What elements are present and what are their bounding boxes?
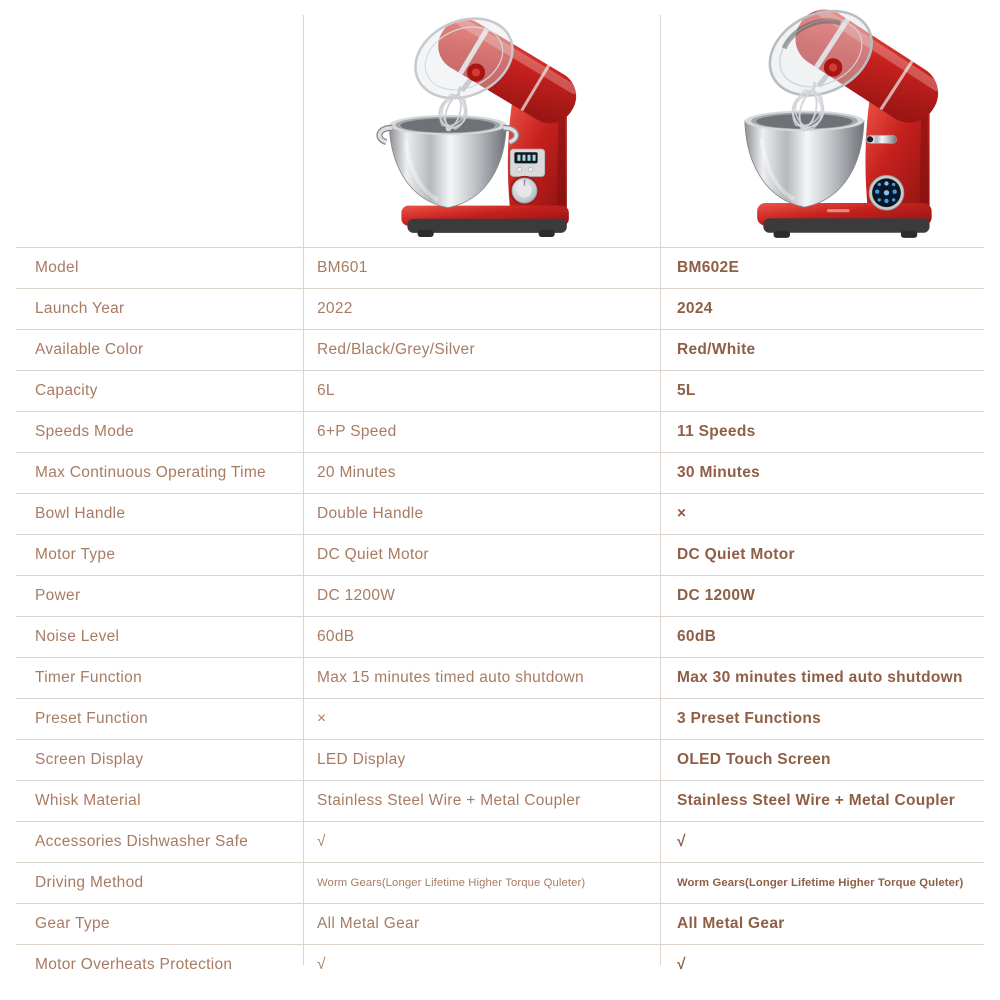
spec-value-bm602e: OLED Touch Screen: [677, 751, 831, 768]
table-row: [16, 411, 984, 452]
spec-value-bm601: All Metal Gear: [317, 915, 420, 932]
spec-label: Power: [35, 587, 81, 604]
product-image-bm602e: [716, 8, 942, 242]
tilt-release-lever: [866, 135, 897, 143]
spec-value-bm602e: 60dB: [677, 628, 717, 645]
spec-value-bm602e: DC 1200W: [677, 587, 756, 604]
product-image-bm601: [358, 12, 582, 242]
spec-value-bm602e: Stainless Steel Wire + Metal Coupler: [677, 792, 956, 809]
spec-label: Whisk Material: [35, 792, 141, 809]
spec-value-bm602e: 2024: [677, 300, 713, 317]
spec-value-bm601: 6+P Speed: [317, 423, 397, 440]
spec-value-bm602e: BM602E: [677, 259, 740, 276]
spec-label: Driving Method: [35, 874, 144, 891]
oled-touch-screen: [869, 175, 904, 210]
spec-value-bm602e: √: [677, 956, 686, 973]
spec-value-bm601: Worm Gears(Longer Lifetime Higher Torque Quleter): [317, 877, 586, 889]
table-row: [16, 821, 984, 862]
table-row: [16, 534, 984, 575]
spec-value-bm601: DC 1200W: [317, 587, 396, 604]
spec-value-bm601: Max 15 minutes timed auto shutdown: [317, 669, 584, 686]
spec-label: Accessories Dishwasher Safe: [35, 833, 249, 850]
spec-value-bm601: BM601: [317, 259, 368, 276]
table-row: [16, 739, 984, 780]
spec-label: Preset Function: [35, 710, 149, 727]
table-row: [16, 575, 984, 616]
spec-label: Max Continuous Operating Time: [35, 464, 266, 481]
spec-value-bm601: Red/Black/Grey/Silver: [317, 341, 475, 358]
spec-value-bm602e: √: [677, 833, 686, 850]
spec-label: Timer Function: [35, 669, 142, 686]
table-row: [16, 288, 984, 329]
spec-label: Model: [35, 259, 79, 276]
spec-label: Available Color: [35, 341, 144, 358]
spec-label: Gear Type: [35, 915, 110, 932]
spec-value-bm602e: Worm Gears(Longer Lifetime Higher Torque Quleter): [677, 877, 964, 889]
comparison-table: [16, 247, 984, 985]
table-row: [16, 247, 984, 288]
spec-value-bm602e: Red/White: [677, 341, 756, 358]
spec-label: Noise Level: [35, 628, 120, 645]
spec-label: Bowl Handle: [35, 505, 126, 522]
table-row: [16, 944, 984, 985]
table-row: [16, 657, 984, 698]
spec-value-bm602e: ×: [677, 505, 687, 522]
table-row: [16, 452, 984, 493]
table-row: [16, 616, 984, 657]
spec-label: Capacity: [35, 382, 98, 399]
spec-value-bm601: Stainless Steel Wire + Metal Coupler: [317, 792, 581, 809]
led-display: [514, 152, 537, 163]
spec-value-bm602e: 3 Preset Functions: [677, 710, 822, 727]
spec-value-bm601: 60dB: [317, 628, 355, 645]
table-row: [16, 493, 984, 534]
spec-label: Motor Type: [35, 546, 116, 563]
spec-value-bm602e: 5L: [677, 382, 696, 399]
spec-value-bm602e: 30 Minutes: [677, 464, 761, 481]
spec-value-bm602e: Max 30 minutes timed auto shutdown: [677, 669, 963, 686]
spec-value-bm602e: 11 Speeds: [677, 423, 756, 440]
table-row: [16, 329, 984, 370]
spec-value-bm601: DC Quiet Motor: [317, 546, 429, 563]
spec-label: Motor Overheats Protection: [35, 956, 233, 973]
spec-value-bm601: 20 Minutes: [317, 464, 396, 481]
spec-label: Launch Year: [35, 300, 125, 317]
mixer-base: [757, 203, 931, 238]
table-row: [16, 903, 984, 944]
table-row: [16, 370, 984, 411]
spec-value-bm601: 6L: [317, 382, 335, 399]
table-row: [16, 698, 984, 739]
spec-value-bm602e: DC Quiet Motor: [677, 546, 795, 563]
spec-value-bm601: 2022: [317, 300, 353, 317]
mixer-base: [401, 206, 568, 237]
spec-label: Speeds Mode: [35, 423, 134, 440]
table-row: [16, 780, 984, 821]
spec-value-bm601: √: [317, 956, 326, 973]
table-row: [16, 862, 984, 903]
spec-value-bm601: ×: [317, 710, 327, 727]
spec-value-bm601: LED Display: [317, 751, 406, 768]
spec-value-bm602e: All Metal Gear: [677, 915, 785, 932]
speed-knob: [510, 176, 539, 205]
spec-label: Screen Display: [35, 751, 144, 768]
spec-value-bm601: √: [317, 833, 326, 850]
spec-value-bm601: Double Handle: [317, 505, 424, 522]
